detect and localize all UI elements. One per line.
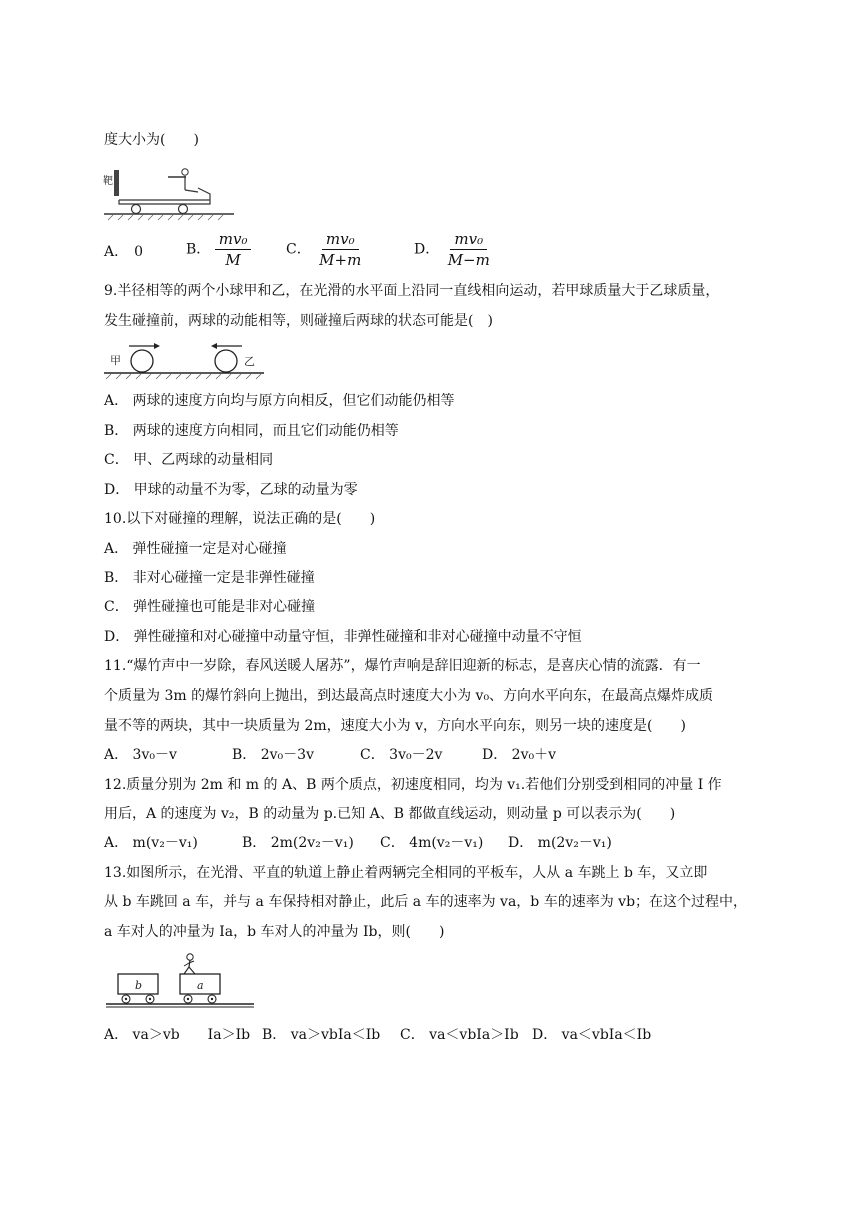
q8-option-b-fraction: $\frac{\text{mv₀}}{M}$ [215,230,252,269]
q8-stem-tail: 度大小为( ) [104,132,199,148]
q13-option-b: B． va＞vbIa＜Ib [262,1027,381,1043]
ball-jia [131,350,153,372]
q10-option-a: A． 弹性碰撞一定是对心碰撞 [104,541,287,557]
q9-option-a: A． 两球的速度方向均与原方向相反，但它们动能仍相等 [104,393,455,409]
q13-option-a: A． va＞vb Ia＞Ib [104,1027,251,1043]
q11-option-b: B． 2v₀－3v [232,747,314,763]
q8-option-d-fraction: $\frac{\text{mv₀}}{M-m}$ [447,230,490,269]
q8-option-c: C． $\frac{\text{mv₀}}{M+m}$ [286,230,365,269]
target-label: 靶 [103,176,113,187]
shooter-head [182,169,188,175]
q9-figure [104,340,266,382]
q12-option-b: B． 2m(2v₂－v₁) [242,835,354,851]
q12-option-d: D． m(2v₂－v₁) [508,835,612,851]
q13-option-c: C． va＜vbIa＞Ib [400,1027,519,1043]
q8-option-b: B． $\frac{\text{mv₀}}{M}$ [186,230,251,269]
q9-stem-line1: 9.半径相等的两个小球甲和乙，在光滑的水平面上沿同一直线相向运动，若甲球质量大于乙球质量， [104,283,720,299]
cart-wheel-left [132,205,141,214]
cart-a-label: a [197,979,204,992]
q8-option-d: D． $\frac{\text{mv₀}}{M-m}$ [414,230,494,269]
person-head [187,954,193,960]
q13-stem-line1: 13.如图所示，在光滑、平直的轨道上静止着两辆完全相同的平板车，人从 a 车跳上 b 车，又立即 [104,865,708,881]
q8-option-a: A． 0 [104,244,144,260]
ball-yi-label: 乙 [244,355,255,368]
q12-stem-line2: 用后，A 的速度为 v₂，B 的动量为 p.已知 A、B 都做直线运动，则动量 p 可以表示为( ) [104,806,676,822]
q8-figure [102,166,234,224]
q12-stem-line1: 12.质量分别为 2m 和 m 的 A、B 两个质点，初速度相同，均为 v₁.若他们分别受到相同的冲量 I 作 [104,777,722,793]
q10-option-b: B． 非对心碰撞一定是非弹性碰撞 [104,570,315,586]
q13-option-d: D． va＜vbIa＜Ib [532,1027,652,1043]
q11-stem-line1: 11.“爆竹声中一岁除，春风送暖人屠苏”，爆竹声响是辞旧迎新的标志，是喜庆心情的流露．有一 [104,658,701,674]
q9-option-b: B． 两球的速度方向相同，而且它们动能仍相等 [104,423,399,439]
q11-option-a: A． 3v₀－v [104,747,177,763]
q13-stem-line2: 从 b 车跳回 a 车，并与 a 车保持相对静止，此后 a 车的速率为 va，b 车的速率为 vb；在这个过程中， [104,894,748,910]
q12-option-c: C． 4m(v₂－v₁) [380,835,484,851]
target [114,170,119,196]
cart-body [119,188,210,204]
q11-stem-line2: 个质量为 3m 的爆竹斜向上抛出，到达最高点时速度大小为 v₀、方向水平向东，在最高点爆炸成质 [104,688,714,704]
q11-option-d: D． 2v₀＋v [482,747,557,763]
q11-option-c: C． 3v₀－2v [360,747,443,763]
q9-option-d: D． 甲球的动量不为零，乙球的动量为零 [104,482,358,498]
cart-b-label: b [135,979,143,992]
ball-yi [215,350,237,372]
q11-stem-line3: 量不等的两块，其中一块质量为 2m，速度大小为 v，方向水平向东，则另一块的速度是( ) [104,718,686,734]
q10-stem: 10.以下对碰撞的理解，说法正确的是( ) [104,511,376,527]
q9-stem-line2: 发生碰撞前，两球的动能相等，则碰撞后两球的状态可能是( ) [104,313,493,329]
q13-stem-line3: a 车对人的冲量为 Ia，b 车对人的冲量为 Ib，则( ) [104,924,445,940]
q13-figure [104,952,268,1014]
cart-wheel-right [179,205,188,214]
q8-option-c-fraction: $\frac{\text{mv₀}}{M+m}$ [319,230,362,269]
q10-option-d: D． 弹性碰撞和对心碰撞中动量守恒，非弹性碰撞和非对心碰撞中动量不守恒 [104,629,582,645]
q9-option-c: C． 甲、乙两球的动量相同 [104,452,274,468]
q10-option-c: C． 弹性碰撞也可能是非对心碰撞 [104,599,316,615]
q12-option-a: A． m(v₂－v₁) [104,835,198,851]
ball-jia-label: 甲 [110,354,121,367]
